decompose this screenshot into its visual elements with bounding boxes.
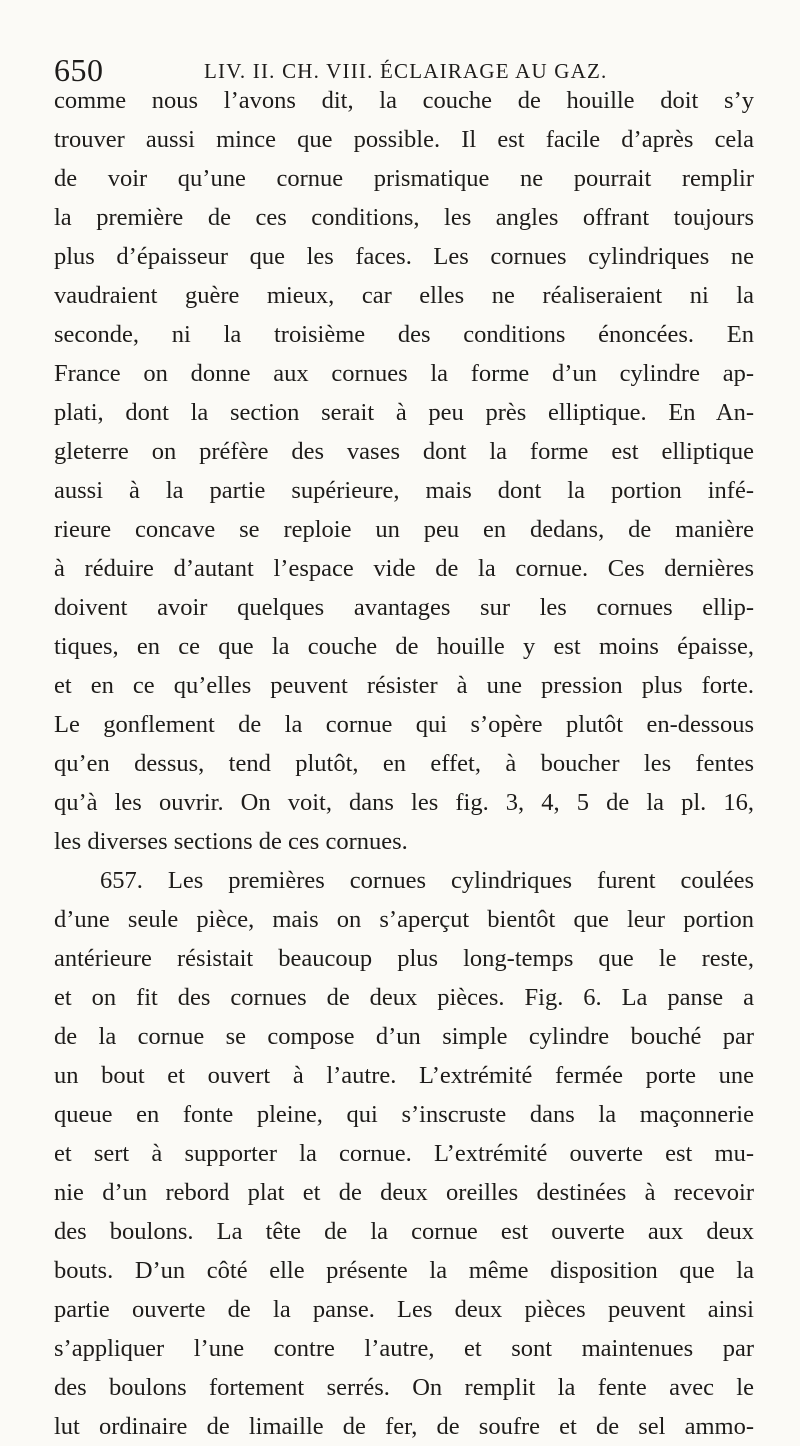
paragraph-last-line: les diverses sections de ces cornues. <box>54 828 408 855</box>
text-line: antérieure résistait beaucoup plus long-temps que le reste, <box>54 945 754 972</box>
text-line: seconde, ni la troisième des conditions énoncées. En <box>54 321 754 348</box>
text-line: à réduire d’autant l’espace vide de la cornue. Ces dernières <box>54 555 754 582</box>
text-line: la première de ces conditions, les angles offrant toujours <box>54 204 754 231</box>
text-line: plus d’épaisseur que les faces. Les cornues cylindriques ne <box>54 243 754 270</box>
text-line: bouts. D’un côté elle présente la même disposition que la <box>54 1257 754 1284</box>
text-line: comme nous l’avons dit, la couche de houille doit s’y <box>54 87 754 114</box>
text-line: des boulons. La tête de la cornue est ouverte aux deux <box>54 1218 754 1245</box>
text-line: queue en fonte pleine, qui s’inscruste dans la maçonnerie <box>54 1101 754 1128</box>
text-line: lut ordinaire de limaille de fer, de soufre et de sel ammo- <box>54 1413 754 1440</box>
text-line: et sert à supporter la cornue. L’extrémité ouverte est mu- <box>54 1140 754 1167</box>
text-line: qu’à les ouvrir. On voit, dans les fig. 3, 4, 5 de la pl. 16, <box>54 789 754 816</box>
text-line: et en ce qu’elles peuvent résister à une pression plus forte. <box>54 672 754 699</box>
text-line: et on fit des cornues de deux pièces. Fig. 6. La panse a <box>54 984 754 1011</box>
section-657-first-line: 657. Les premières cornues cylindriques furent coulées <box>100 867 754 894</box>
running-head: LIV. II. CH. VIII. ÉCLAIRAGE AU GAZ. <box>204 59 608 83</box>
text-line: plati, dont la section serait à peu près elliptique. En An- <box>54 399 754 426</box>
text-line: partie ouverte de la panse. Les deux pièces peuvent ainsi <box>54 1296 754 1323</box>
text-line: de la cornue se compose d’un simple cylindre bouché par <box>54 1023 754 1050</box>
text-line: gleterre on préfère des vases dont la forme est elliptique <box>54 438 754 465</box>
text-line: France on donne aux cornues la forme d’un cylindre ap- <box>54 360 754 387</box>
text-line: vaudraient guère mieux, car elles ne réaliseraient ni la <box>54 282 754 309</box>
body-text <box>54 81 754 1446</box>
page-number: 650 <box>54 52 104 88</box>
text-line: trouver aussi mince que possible. Il est facile d’après cela <box>54 126 754 153</box>
text-line: de voir qu’une cornue prismatique ne pourrait remplir <box>54 165 754 192</box>
text-line: un bout et ouvert à l’autre. L’extrémité fermée porte une <box>54 1062 754 1089</box>
text-line: d’une seule pièce, mais on s’aperçut bientôt que leur portion <box>54 906 754 933</box>
text-line: doivent avoir quelques avantages sur les cornues ellip- <box>54 594 754 621</box>
text-line: des boulons fortement serrés. On remplit la fente avec le <box>54 1374 754 1401</box>
text-line: s’appliquer l’une contre l’autre, et sont maintenues par <box>54 1335 754 1362</box>
text-line: Le gonflement de la cornue qui s’opère plutôt en-dessous <box>54 711 754 738</box>
text-line: qu’en dessus, tend plutôt, en effet, à boucher les fentes <box>54 750 754 777</box>
text-line: nie d’un rebord plat et de deux oreilles destinées à recevoir <box>54 1179 754 1206</box>
text-line: tiques, en ce que la couche de houille y est moins épaisse, <box>54 633 754 660</box>
text-line: rieure concave se reploie un peu en dedans, de manière <box>54 516 754 543</box>
text-line: aussi à la partie supérieure, mais dont la portion infé- <box>54 477 754 504</box>
